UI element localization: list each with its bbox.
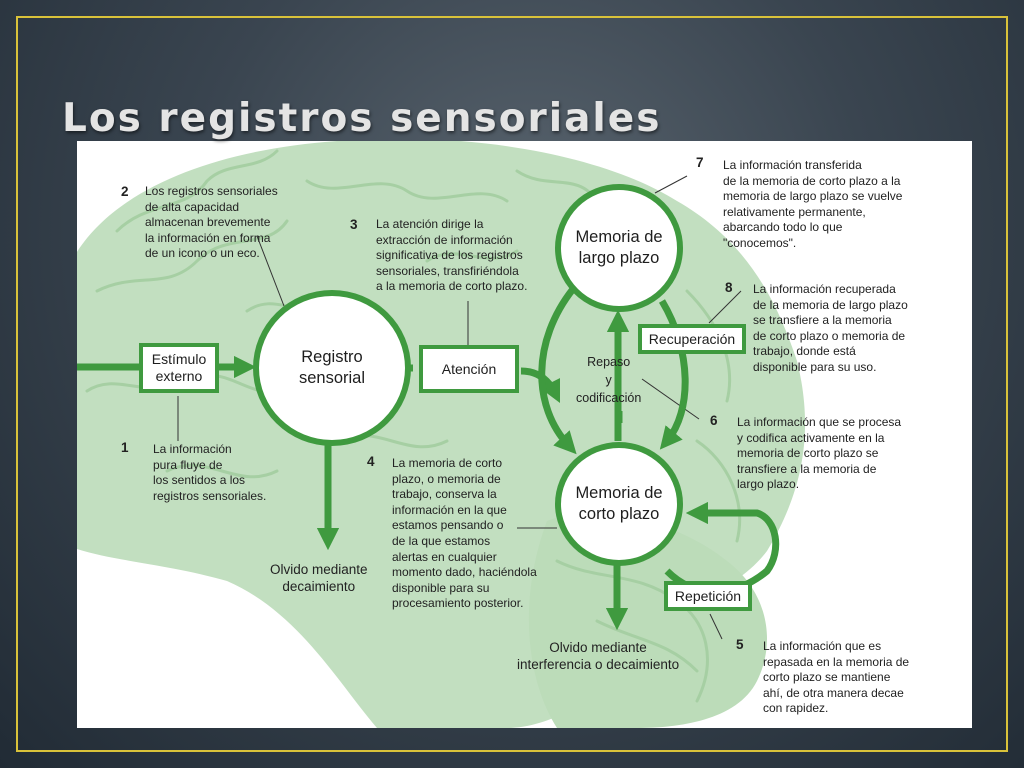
diagram-panel	[77, 141, 972, 728]
estimulo-externo-label: Estímulo externo	[151, 351, 207, 384]
note-8-text: La información recuperada de la memoria de largo plazo se transfiere a la memoria de corto plazo o memoria de trabajo, donde está disponible para su uso.	[753, 282, 908, 374]
note-7-number: 7	[696, 155, 704, 170]
estimulo-externo-box	[139, 343, 219, 393]
memoria-corto-plazo-node	[555, 442, 683, 566]
note-3-text: La atención dirige la extracción de información significativa de los registros sensoriales, transfiriéndola a la memoria de corto plazo.	[376, 217, 528, 294]
note-4-number: 4	[367, 454, 375, 469]
note-1-number: 1	[121, 440, 129, 455]
note-4-text: La memoria de corto plazo, o memoria de trabajo, conserva la información en la que estamos pensando o de la que estamos alertas en cualquier momento dado, haciéndola disponible para su procesamiento posterior.	[392, 456, 537, 611]
repeticion-box	[664, 581, 752, 611]
memoria-largo-plazo-label: Memoria de largo plazo	[575, 228, 663, 267]
slide-title: Los registros sensoriales	[62, 96, 662, 141]
note-3-number: 3	[350, 217, 358, 232]
memoria-corto-plazo-label: Memoria de corto plazo	[575, 484, 663, 523]
olvido-interferencia-label: Olvido mediante interferencia o decaimiento	[517, 640, 680, 672]
atencion-box	[419, 345, 519, 393]
registro-sensorial-node	[253, 290, 411, 446]
repaso-codificacion-label: Repaso y codificación	[576, 355, 642, 405]
registro-sensorial-label: Registro sensorial	[298, 348, 366, 387]
recuperacion-box	[638, 324, 746, 354]
memoria-largo-plazo-node	[555, 184, 683, 312]
note-1-text: La información pura fluye de los sentidos a los registros sensoriales.	[153, 442, 267, 503]
note-5-text: La información que es repasada en la memoria de corto plazo se mantiene ahí, de otra manera decae con rapidez.	[763, 639, 910, 716]
atencion-label: Atención	[441, 360, 497, 377]
note-2-number: 2	[121, 184, 129, 199]
note-6-number: 6	[710, 413, 718, 428]
olvido-decaimiento-label: Olvido mediante decaimiento	[270, 562, 368, 594]
recuperacion-label: Recuperación	[648, 330, 736, 347]
note-2-text: Los registros sensoriales de alta capacidad almacenan brevemente la información en forma de un icono o un eco.	[145, 184, 278, 261]
repeticion-label: Repetición	[674, 587, 742, 604]
note-8-number: 8	[725, 280, 733, 295]
note-5-number: 5	[736, 637, 744, 652]
note-7-text: La información transferida de la memoria de corto plazo a la memoria de largo plazo se vuelve relativamente permanente, abarcando todo lo que "conocemos".	[723, 158, 903, 250]
note-6-text: La información que se procesa y codifica activamente en la memoria de corto plazo se transfiere a la memoria de largo plazo.	[737, 415, 902, 492]
